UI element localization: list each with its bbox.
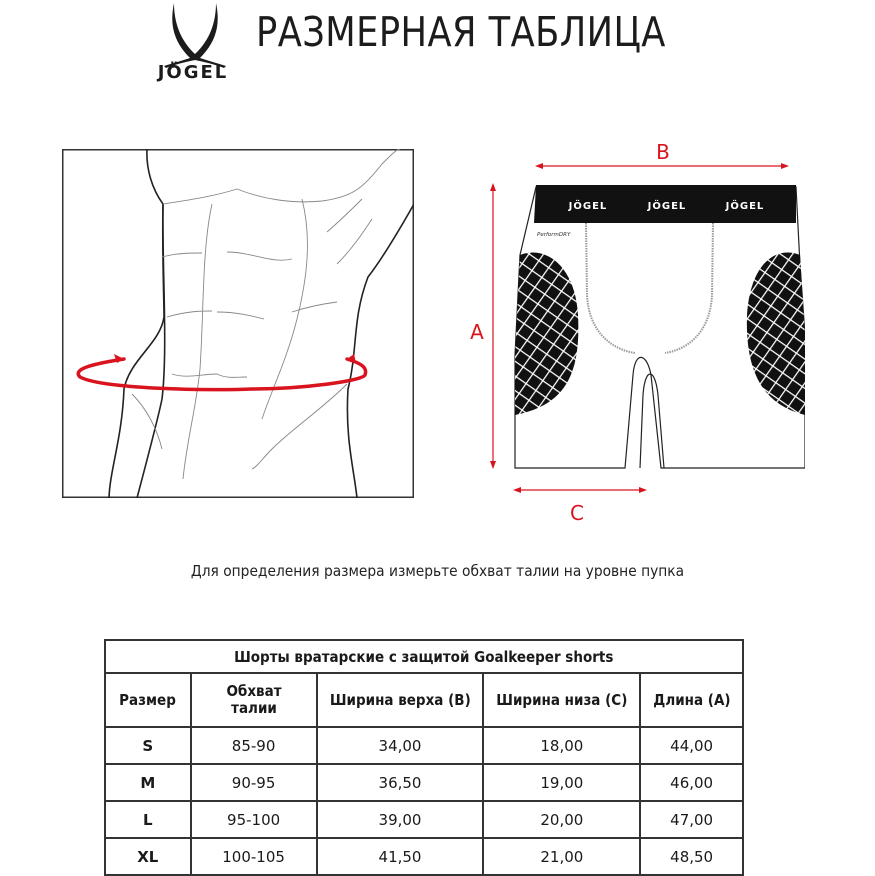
dimension-label-c: C: [570, 501, 584, 525]
column-header-waist: Обхват талии: [191, 673, 317, 727]
cell-waist: 95-100: [191, 801, 317, 838]
cell-length: 47,00: [640, 801, 743, 838]
table-row: [105, 764, 743, 801]
dimension-label-b: B: [656, 140, 670, 164]
cell-bottom-width: 20,00: [483, 801, 640, 838]
column-header-size: Размер: [105, 673, 191, 727]
cell-size: L: [105, 801, 191, 838]
brand-logo: [150, 0, 240, 90]
cell-top-width: 34,00: [317, 727, 484, 764]
cell-size: S: [105, 727, 191, 764]
cell-top-width: 39,00: [317, 801, 484, 838]
table-title: Шорты вратарские с защитой Goalkeeper shorts: [105, 640, 743, 673]
cell-top-width: 41,50: [317, 838, 484, 875]
cell-length: 48,50: [640, 838, 743, 875]
cell-bottom-width: 19,00: [483, 764, 640, 801]
table-row: [105, 838, 743, 875]
shorts-dimension-illustration: [465, 135, 805, 530]
cell-size: M: [105, 764, 191, 801]
cell-size: XL: [105, 838, 191, 875]
measurement-instruction: Для определения размера измерьте обхват талии на уровне пупка: [190, 562, 685, 580]
page-title: РАЗМЕРНАЯ ТАБЛИЦА: [256, 8, 666, 56]
waistband-logo-1: JÖGEL: [568, 201, 608, 212]
table-header-row: [105, 673, 743, 727]
cell-waist: 90-95: [191, 764, 317, 801]
cell-waist: 85-90: [191, 727, 317, 764]
performdry-tag: PerformDRY: [537, 232, 571, 238]
dimension-label-a: A: [470, 320, 484, 344]
column-header-length: Длина (A): [640, 673, 743, 727]
waist-measurement-illustration: [62, 149, 414, 498]
cell-length: 44,00: [640, 727, 743, 764]
waistband-logo-2: JÖGEL: [647, 201, 687, 212]
cell-waist: 100-105: [191, 838, 317, 875]
table-row: [105, 727, 743, 764]
cell-length: 46,00: [640, 764, 743, 801]
cell-bottom-width: 21,00: [483, 838, 640, 875]
column-header-top-width: Ширина верха (B): [317, 673, 484, 727]
size-table: [104, 639, 744, 876]
table-row: [105, 801, 743, 838]
cell-bottom-width: 18,00: [483, 727, 640, 764]
brand-wordmark: JÖGEL: [157, 62, 229, 83]
waistband-logo-3: JÖGEL: [725, 201, 765, 212]
column-header-bottom-width: Ширина низа (C): [483, 673, 640, 727]
table-title-row: [105, 640, 743, 673]
cell-top-width: 36,50: [317, 764, 484, 801]
